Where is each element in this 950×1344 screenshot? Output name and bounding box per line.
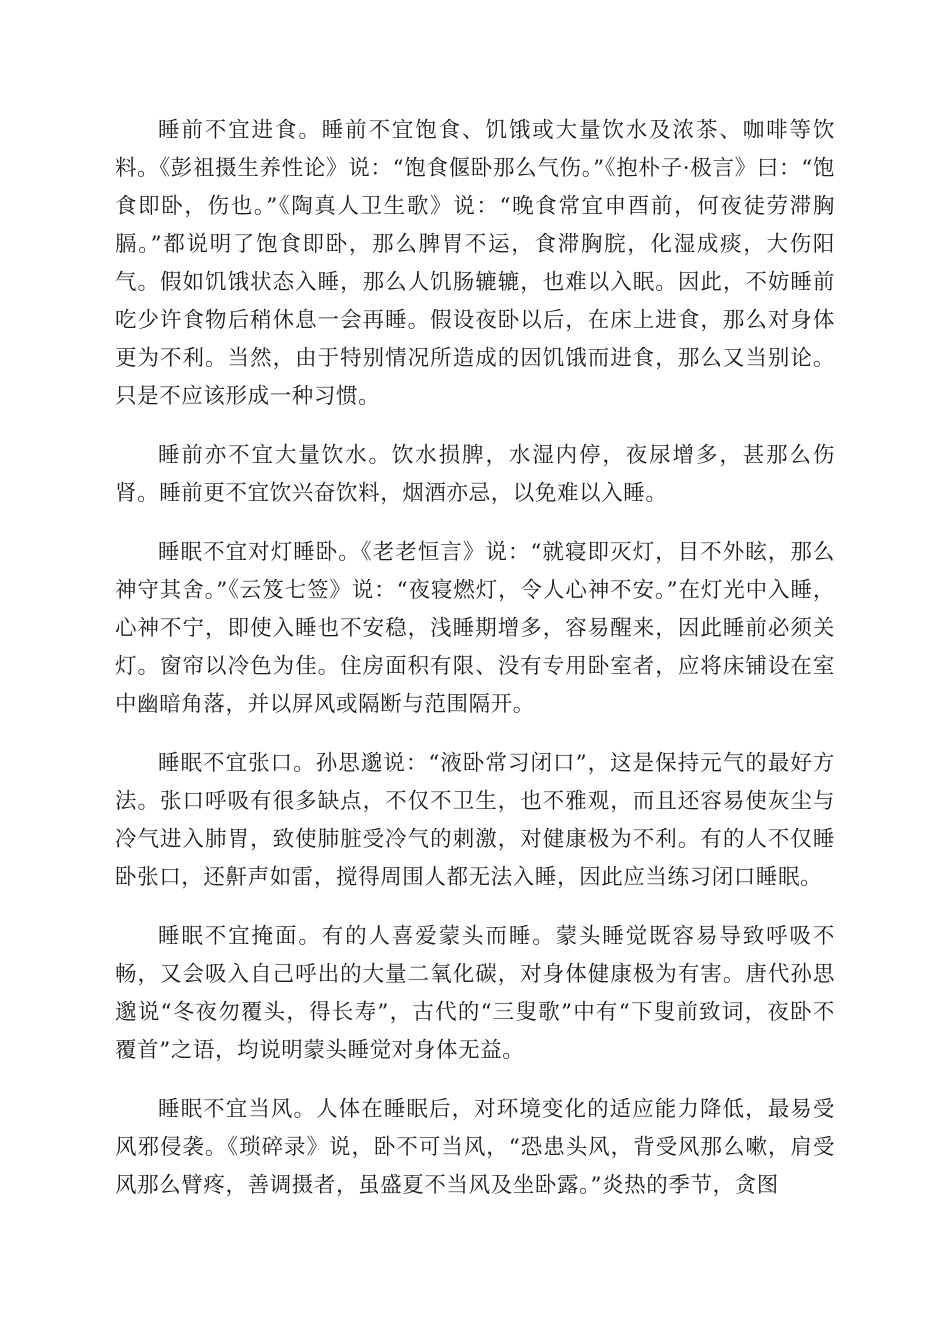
document-page bbox=[115, 112, 835, 1226]
paragraph-no-open-mouth: 睡眠不宜张口。孙思邈说：“液卧常习闭口”，这是保持元气的最好方法。张口呼吸有很多缺点，不仅不卫生，也不雅观，而且还容易使灰尘与冷气进入肺胃，致使肺脏受冷气的刺激，对健康极为不利。有的人不仅睡卧张口，还鼾声如雷，搅得周围人都无法入睡，因此应当练习闭口睡眠。 bbox=[115, 751, 835, 890]
paragraph-no-sleeping-with-light: 睡眠不宜对灯睡卧。《老老恒言》说：“就寝即灭灯，目不外眩，那么神守其舍。”《云笈七签》说：“夜寝燃灯，令人心神不安。”在灯光中入睡，心神不宁，即使入睡也不安稳，浅睡期增多，容易醒来，因此睡前必须关灯。窗帘以冷色为佳。住房面积有限、没有专用卧室者，应将床铺设在室中幽暗角落，并以屏风或隔断与范围隔开。 bbox=[115, 540, 835, 717]
paragraph-no-drinking-before-sleep: 睡前亦不宜大量饮水。饮水损脾，水湿内停，夜尿增多，甚那么伤肾。睡前更不宜饮兴奋饮料，烟酒亦忌，以免难以入睡。 bbox=[115, 443, 835, 506]
paragraph-no-eating-before-sleep: 睡前不宜进食。睡前不宜饱食、饥饿或大量饮水及浓茶、咖啡等饮料。《彭祖摄生养性论》说：“饱食偃卧那么气伤。”《抱朴子·极言》曰：“饱食即卧，伤也。”《陶真人卫生歌》说：“晚食常宜申酉前，何夜徒劳滞胸膈。”都说明了饱食即卧，那么脾胃不运，食滞胸脘，化湿成痰，大伤阳气。假如饥饿状态入睡，那么人饥肠辘辘，也难以入眠。因此，不妨睡前吃少许食物后稍休息一会再睡。假设夜卧以后，在床上进食，那么对身体更为不利。当然，由于特别情况所造成的因饥饿而进食，那么又当别论。只是不应该形成一种习惯。 bbox=[115, 118, 835, 409]
paragraph-no-covering-face: 睡眠不宜掩面。有的人喜爱蒙头而睡。蒙头睡觉既容易导致呼吸不畅，又会吸入自己呼出的大量二氧化碳，对身体健康极为有害。唐代孙思邈说“冬夜勿覆头，得长寿”，古代的“三叟歌”中有“下叟前致词，夜卧不覆首”之语，均说明蒙头睡觉对身体无益。 bbox=[115, 924, 835, 1063]
paragraph-no-sleeping-in-wind: 睡眠不宜当风。人体在睡眠后，对环境变化的适应能力降低，最易受风邪侵袭。《琐碎录》说，卧不可当风，“恐患头风，背受风那么嗽，肩受风那么臂疼，善调摄者，虽盛夏不当风及坐卧露。”炎热的季节，贪图 bbox=[115, 1097, 835, 1198]
